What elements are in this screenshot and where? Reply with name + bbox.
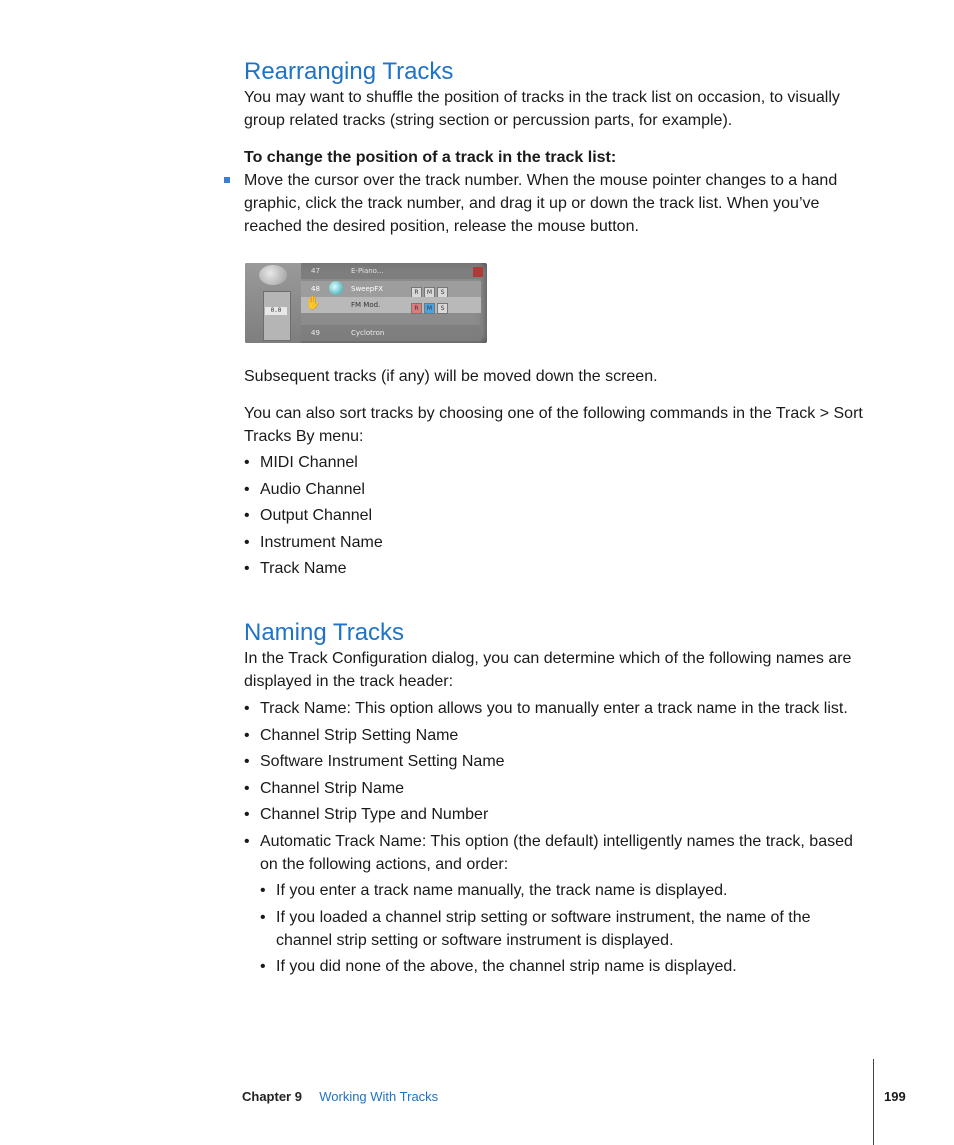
fader-icon [263,291,291,341]
list-item: • MIDI Channel [244,451,869,474]
track-row [301,263,481,279]
naming-intro: In the Track Configuration dialog, you can determine which of the following names are displayed in the track header: [244,650,852,690]
list-item: • Channel Strip Name [244,777,869,800]
track-name: FM Mod. [351,301,381,309]
task-title: To change the position of a track in the track list: [244,149,617,166]
solo-button-icon: S [437,303,448,314]
track-row [301,281,481,297]
footer-chapter [242,1089,438,1105]
instrument-sphere-icon [329,281,343,295]
chapter-title-link[interactable]: Working With Tracks [319,1089,439,1104]
list-item: • Automatic Track Name: This option (the default) intelligently names the track, based on the following actions, and order: [244,830,869,876]
mute-button-icon: M [424,287,435,298]
footer-divider [873,1059,874,1145]
list-item: • Track Name [244,557,869,580]
scroll-marker-icon [473,267,483,277]
track-row [301,325,481,341]
rearranging-intro: You may want to shuffle the position of tracks in the track list on occasion, to visually group related tracks (string section or percussion parts, for example). [244,89,840,129]
record-button-icon: R [411,287,422,298]
track-name: SweepFX [351,285,384,293]
square-bullet-icon [224,177,230,183]
hand-cursor-icon: ✋ [305,295,322,310]
sub-list-item: • If you enter a track name manually, the track name is displayed. [260,879,869,902]
heading-rearranging-tracks: Rearranging Tracks [244,58,454,85]
sub-list-item: • If you loaded a channel strip setting or software instrument, the name of the channel strip setting or software instrument is displayed. [260,906,869,952]
naming-list [244,697,869,876]
track-name: Cyclotron [351,329,385,337]
list-item: • Output Channel [244,504,869,527]
list-item: • Track Name: This option allows you to manually enter a track name in the track list. [244,697,869,720]
track-number: 49 [311,329,320,337]
list-item: • Channel Strip Type and Number [244,803,869,826]
sort-list [244,451,869,580]
page-number: 199 [884,1089,906,1104]
heading-naming-tracks: Naming Tracks [244,619,405,646]
track-number: 47 [311,267,320,275]
track-buttons [411,300,450,316]
knob-icon [259,265,287,285]
solo-button-icon: S [437,287,448,298]
track-name: E-Piano... [351,267,384,275]
list-item: • Instrument Name [244,531,869,554]
chapter-label: Chapter 9 [242,1089,302,1104]
record-button-icon: R [411,303,422,314]
mute-button-icon: M [424,303,435,314]
list-item: • Software Instrument Setting Name [244,750,869,773]
list-item: • Channel Strip Setting Name [244,724,869,747]
track-number: 48 [311,285,320,293]
sort-intro: You can also sort tracks by choosing one of the following commands in the Track > Sort Tracks By menu: [244,405,863,445]
after-image-text: Subsequent tracks (if any) will be moved down the screen. [244,368,658,385]
naming-sub-list [260,879,869,978]
sub-list-item: • If you did none of the above, the channel strip name is displayed. [260,955,869,978]
track-list-screenshot [245,263,487,343]
list-item: • Audio Channel [244,478,869,501]
fader-value: 0.0 [265,307,287,315]
track-row-dragged [301,297,481,313]
step-text: Move the cursor over the track number. When the mouse pointer changes to a hand graphic, click the track number, and drag it up or down the track list. When you’ve reached the desired position, release the mouse button. [244,172,838,235]
